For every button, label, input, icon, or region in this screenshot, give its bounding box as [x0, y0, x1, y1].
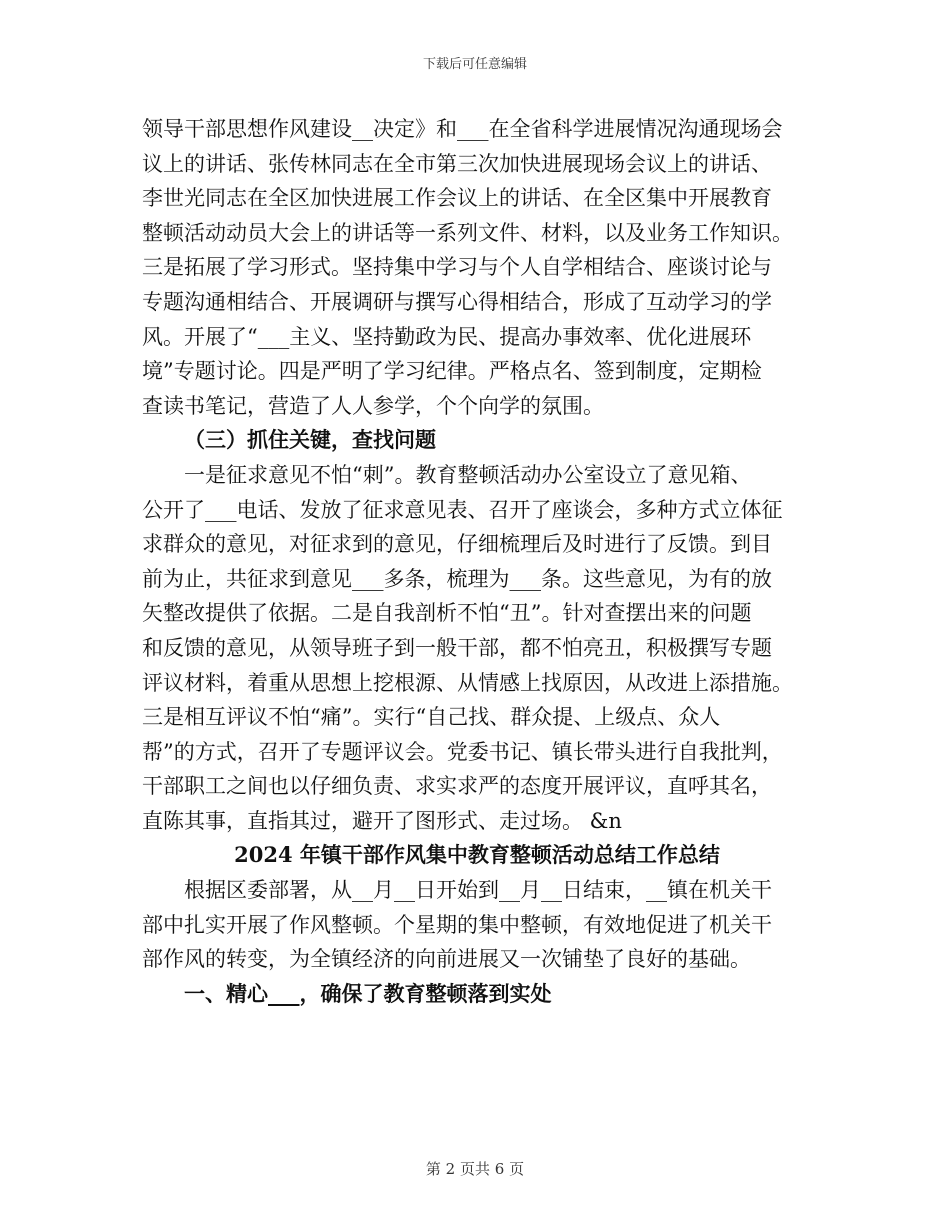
body-line: 部中扎实开展了作风整顿。个星期的集中整顿，有效地促进了机关干 [142, 912, 772, 937]
body-line: 矢整改提供了依据。二是自我剖析不怕“丑”。针对查摆出来的问题 [142, 601, 752, 626]
body-line: 整顿活动动员大会上的讲话等一系列文件、材料，以及业务工作知识。 [142, 220, 793, 245]
page-footer: 第 2 页共 6 页 [425, 1160, 525, 1178]
body-line: 公开了___电话、发放了征求意见表、召开了座谈会，多种方式立体征 [142, 497, 783, 522]
body-line: 议上的讲话、张传林同志在全市第三次加快进展现场会议上的讲话、 [142, 151, 772, 176]
body-line: 一是征求意见不怕“刺”。教育整顿活动办公室设立了意见箱、 [184, 462, 752, 487]
body-line: 境”专题讨论。四是严明了学习纪律。严格点名、签到制度，定期检 [142, 359, 762, 384]
body-line: 三是相互评议不怕“痛”。实行“自己找、群众提、上级点、众人 [142, 705, 721, 730]
body-line: 专题沟通相结合、开展调研与撰写心得相结合，形成了互动学习的学 [142, 289, 772, 314]
body-line: 干部职工之间也以仔细负责、求实求严的态度开展评议，直呼其名， [142, 774, 772, 799]
body-line: 帮”的方式，召开了专题评议会。党委书记、镇长带头进行自我批判， [142, 739, 783, 764]
body-line: 查读书笔记，营造了人人参学，个个向学的氛围。 [142, 393, 604, 418]
body-line: 求群众的意见，对征求到的意见，仔细梳理后及时进行了反馈。到目 [142, 532, 772, 557]
section-heading-1: 一、精心___，确保了教育整顿落到实处 [184, 980, 552, 1006]
body-line: 根据区委部署，从__月__日开始到__月__日结束，__镇在机关干 [184, 878, 772, 903]
body-line: 领导干部思想作风建设__决定》和___在全省科学进展情况沟通现场会 [142, 117, 783, 141]
section-heading-3: （三）抓住关键，查找问题 [184, 427, 436, 453]
body-line: 直陈其事，直指其过，避开了图形式、走过场。 &n [142, 808, 622, 833]
document-title: 2024 年镇干部作风集中教育整顿活动总结工作总结 [234, 842, 720, 868]
body-line: 部作风的转变，为全镇经济的向前进展又一次铺垫了良好的基础。 [142, 947, 751, 972]
body-line: 和反馈的意见，从领导班子到一般干部，都不怕亮丑，积极撰写专题 [142, 635, 772, 660]
body-line: 前为止，共征求到意见___多条，梳理为___条。这些意见，为有的放 [142, 566, 772, 591]
document-body [142, 112, 812, 1011]
body-line: 评议材料，着重从思想上挖根源、从情感上找原因，从改进上添措施。 [142, 670, 793, 695]
body-line: 三是拓展了学习形式。坚持集中学习与个人自学相结合、座谈讨论与 [142, 255, 772, 280]
page-header: 下载后可任意编辑 [422, 57, 527, 72]
body-line: 李世光同志在全区加快进展工作会议上的讲话、在全区集中开展教育 [142, 186, 772, 211]
body-line: 风。开展了“___主义、坚持勤政为民、提高办事效率、优化进展环 [142, 324, 752, 349]
